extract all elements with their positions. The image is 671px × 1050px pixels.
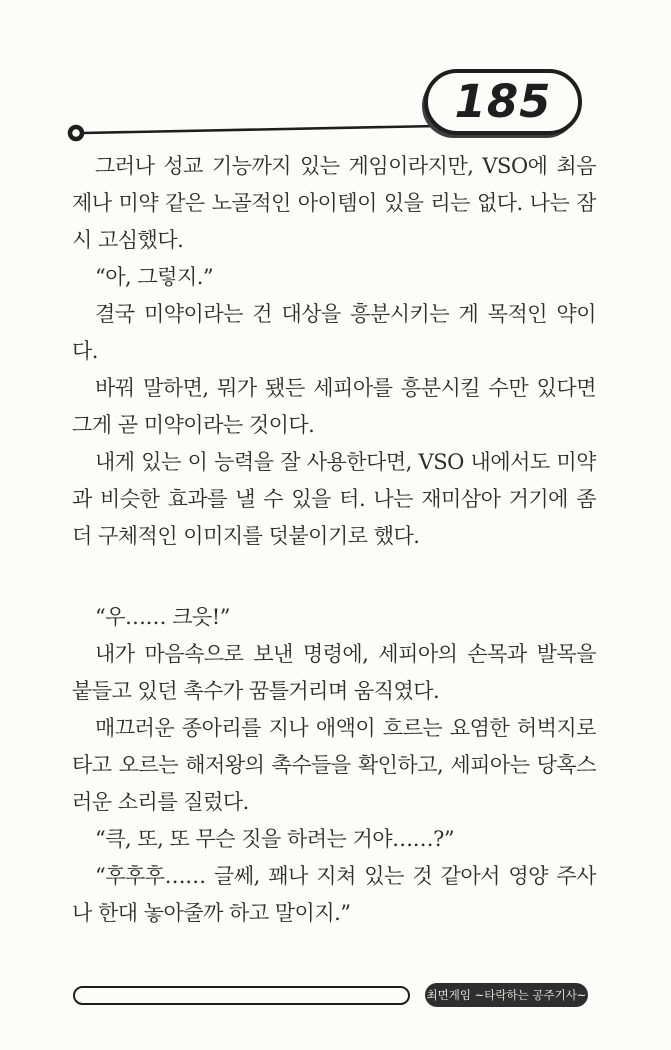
page-number: 185 <box>454 74 552 128</box>
body-text <box>72 148 596 932</box>
text-line: 다. <box>72 339 98 363</box>
text-line: 나 한대 놓아줄까 하고 말이지.” <box>72 901 351 925</box>
text-line: 결국 미약이라는 건 대상을 흥분시키는 게 목적인 약이 <box>95 302 596 326</box>
text-line: 그게 곧 미약이라는 것이다. <box>72 413 315 437</box>
text-line: 매끄러운 종아리를 지나 애액이 흐르는 요염한 허벅지로 <box>95 716 596 740</box>
footer-rule-bar <box>73 986 410 1005</box>
text-line: “아, 그렇지.” <box>95 265 214 289</box>
text-line: 시 고심했다. <box>72 228 184 252</box>
page-number-badge <box>424 69 582 135</box>
text-line: 타고 오르는 해저왕의 촉수들을 확인하고, 세피아는 당혹스 <box>72 753 596 777</box>
blank-line <box>72 555 596 599</box>
text-line: 과 비슷한 효과를 낼 수 있을 터. 나는 재미삼아 거기에 좀 <box>72 487 596 511</box>
text-line: “큭, 또, 또 무슨 짓을 하려는 거야……?” <box>95 827 455 851</box>
header-ring-icon <box>70 127 82 139</box>
text-line: “우…… 크읏!” <box>95 605 230 629</box>
series-title: 최면게임 ~타락하는 공주기사~ <box>426 988 587 1002</box>
series-title-badge <box>425 983 588 1007</box>
header-rule <box>83 126 438 133</box>
text-line: 내게 있는 이 능력을 잘 사용한다면, VSO 내에서도 미약 <box>95 450 596 474</box>
text-line: 바꿔 말하면, 뭐가 됐든 세피아를 흥분시킬 수만 있다면 <box>95 376 596 400</box>
text-line: 러운 소리를 질렀다. <box>72 790 249 814</box>
text-line: 더 구체적인 이미지를 덧붙이기로 했다. <box>72 524 420 548</box>
text-line: 내가 마음속으로 보낸 명령에, 세피아의 손목과 발목을 <box>95 642 596 666</box>
text-line: “후후후…… 글쎄, 꽤나 지쳐 있는 것 같아서 영양 주사 <box>95 864 596 888</box>
text-line: 붙들고 있던 촉수가 꿈틀거리며 움직였다. <box>72 679 440 703</box>
text-line: 그러나 성교 기능까지 있는 게임이라지만, VSO에 최음 <box>95 154 596 178</box>
text-line: 제나 미약 같은 노골적인 아이템이 있을 리는 없다. 나는 잠 <box>72 191 596 215</box>
